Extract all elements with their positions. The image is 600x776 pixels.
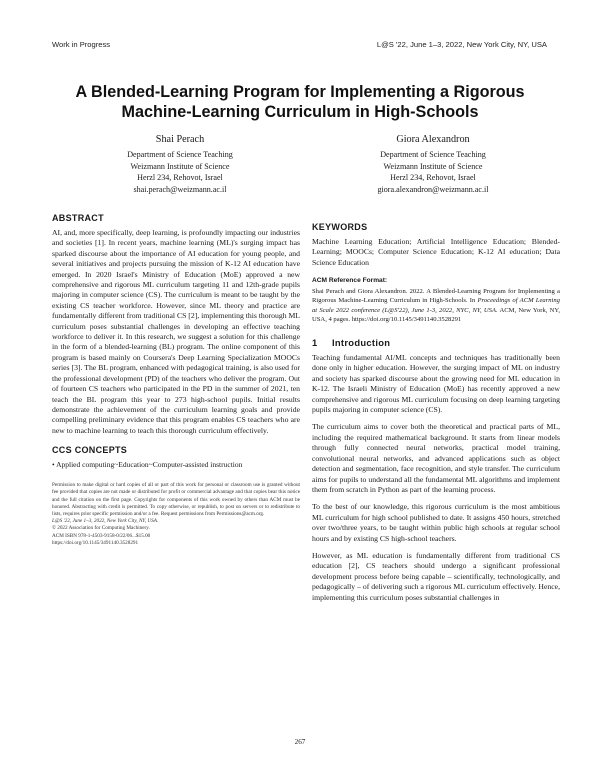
page-number: 267 bbox=[294, 738, 306, 746]
conference-line: L@S '22, June 1–3, 2022, New York City, NY, USA. bbox=[52, 518, 159, 525]
author-department: Department of Science Teaching bbox=[380, 150, 486, 160]
ccs-item: • Applied computing~Education~Computer-assisted instruction bbox=[52, 460, 243, 470]
permission-notice: Permission to make digital or hard copies of all or part of this work for personal or classroom use is granted without fee provided that copies are not made or distributed for profit or commercial advantage and that copies bear this notice and the full citation on the first page. Copyrights for components of this work owned by others than ACM must be honored. Abstracting with credit is permitted. To copy otherwise, or republish, to post on servers or to redistribute to lists, requires prior specific permission and/or a fee. Request permissions from Permissions@acm.org. bbox=[52, 482, 300, 517]
keywords-heading: KEYWORDS bbox=[312, 222, 368, 232]
title-line-2: Machine-Learning Curriculum in High-Schools bbox=[121, 103, 479, 121]
abstract-text: AI, and, more specifically, deep learning, is profoundly impacting our industries and societies [1]. In recent years, machine learning (ML)'s surging impact has sparked discourse about the importance of AI education for young people, and several initiatives and projects pursuing the mission of K-12 AI education have emerged. In 2020 Israel's Ministry of Education (MoE) approved a new comprehensive and rigorous ML curriculum targeting 11 and 12th-grade pupils majoring in computer science (CS). The curriculum is meant to be taught by the existing CS teacher workforce. However, since ML theory and practice are fundamentally different from traditional CS [2], implementing this thorough ML curriculum poses substantial challenges in developing an effective teaching workforce to deliver it. In this research, we suggest a solution for this challenge in the form of a blended-learning (BL) program. The online component of this program is based mainly on Coursera's Deep Learning Specialization MOOCs series [3]. The BL program, enhanced with pedagogical training, is also used for the professional development (PD) of the teachers who deliver the program. Out of fourteen CS teachers who participated in the PD in the summer of 2021, ten teach the BL program this year to 273 high-school pupils. Initial results demonstrate the achievement of the curriculum learning goals and provide compelling preliminary evidence that this program enables CS teachers who are new to machine learning to teach this thorough curriculum effectively. bbox=[52, 228, 300, 435]
introduction-heading: 1 Introduction bbox=[312, 337, 391, 349]
author-name: Giora Alexandron bbox=[396, 134, 470, 145]
left-column bbox=[52, 213, 300, 547]
author-institution: Weizmann Institute of Science bbox=[383, 161, 483, 171]
title-line-1: A Blended-Learning Program for Implementing a Rigorous bbox=[75, 83, 525, 101]
author-block-1 bbox=[60, 134, 300, 195]
ccs-heading: CCS CONCEPTS bbox=[52, 445, 128, 456]
intro-paragraph: To the best of our knowledge, this rigorous curriculum is the most ambitious ML curriculum for high school published to date. It assigns 450 hours, stretched over two/three years, to be taught within public high schools at regular school hours and by existing CS high-school teachers. bbox=[312, 502, 560, 543]
running-header-right: L@S '22, June 1–3, 2022, New York City, NY, USA bbox=[376, 40, 547, 49]
keywords-text: Machine Learning Education; Artificial Intelligence Education; Blended-Learning; MOOCs; Computer Science Education; K-12 AI education; Data Science Education bbox=[312, 237, 560, 267]
right-column bbox=[312, 222, 560, 610]
author-address: Herzl 234, Rehovot, Israel bbox=[137, 173, 223, 183]
author-name: Shai Perach bbox=[155, 134, 205, 145]
author-email: giora.alexandron@weizmann.ac.il bbox=[377, 184, 489, 194]
intro-paragraph: However, as ML education is fundamentally different from traditional CS education [2], CS teachers should undergo a significant professional development process before being capable – scientifically, technologically, and pedagogically – of delivering such a rigorous ML curriculum effectively. Hence, implementing this curriculum poses substantial challenges in bbox=[312, 550, 560, 602]
author-institution: Weizmann Institute of Science bbox=[130, 161, 230, 171]
intro-paragraph: Teaching fundamental AI/ML concepts and techniques has traditionally been done only in higher education. However, the surging impact of ML on industry and society has sparked discourse about the growing need for ML education in K-12. The Israeli Ministry of Education (MoE) has recently approved a new comprehensive and rigorous ML curriculum focusing on deep learning targeting pupils majoring in computer science (CS). bbox=[312, 353, 560, 415]
copyright-line: © 2022 Association for Computing Machinery. bbox=[52, 525, 150, 532]
paper-title bbox=[40, 82, 560, 122]
running-header-left: Work in Progress bbox=[52, 40, 111, 49]
author-address: Herzl 234, Rehovot, Israel bbox=[390, 173, 476, 183]
doi-link[interactable]: https://doi.org/10.1145/3491140.3528291 bbox=[52, 539, 139, 546]
intro-paragraph: The curriculum aims to cover both the theoretical and practical parts of ML, including the required mathematical background. It starts from linear models through fully connected neural networks, practical model training, convolutional neural networks, and advanced applications such as object detection and segmentation, face recognition, and style transfer. The curriculum aims for pupils to understand all the fundamental ML algorithms and implement them from scratch in Python as part of the learning process. bbox=[312, 422, 560, 494]
author-block-2 bbox=[313, 134, 553, 195]
author-department: Department of Science Teaching bbox=[127, 150, 233, 160]
acm-reference-text: Shai Perach and Giora Alexandron. 2022. A Blended-Learning Program for Implementing a Rigorous Machine-Learning Curriculum in High-Schools. In Proceedings of ACM Learning at Scale 2022 conference (L@S'22), June 1-3, 2022, NYC, NY, USA. ACM, New York, NY, USA, 4 pages. https://doi.org/10.1145/3491140.3528291 bbox=[312, 288, 560, 323]
isbn-line: ACM ISBN 978-1-4503-9158-0/22/06...$15.00 bbox=[52, 532, 151, 539]
acm-reference-heading: ACM Reference Format: bbox=[312, 277, 388, 285]
author-email: shai.perach@weizmann.ac.il bbox=[133, 184, 227, 194]
abstract-heading: ABSTRACT bbox=[52, 213, 104, 223]
